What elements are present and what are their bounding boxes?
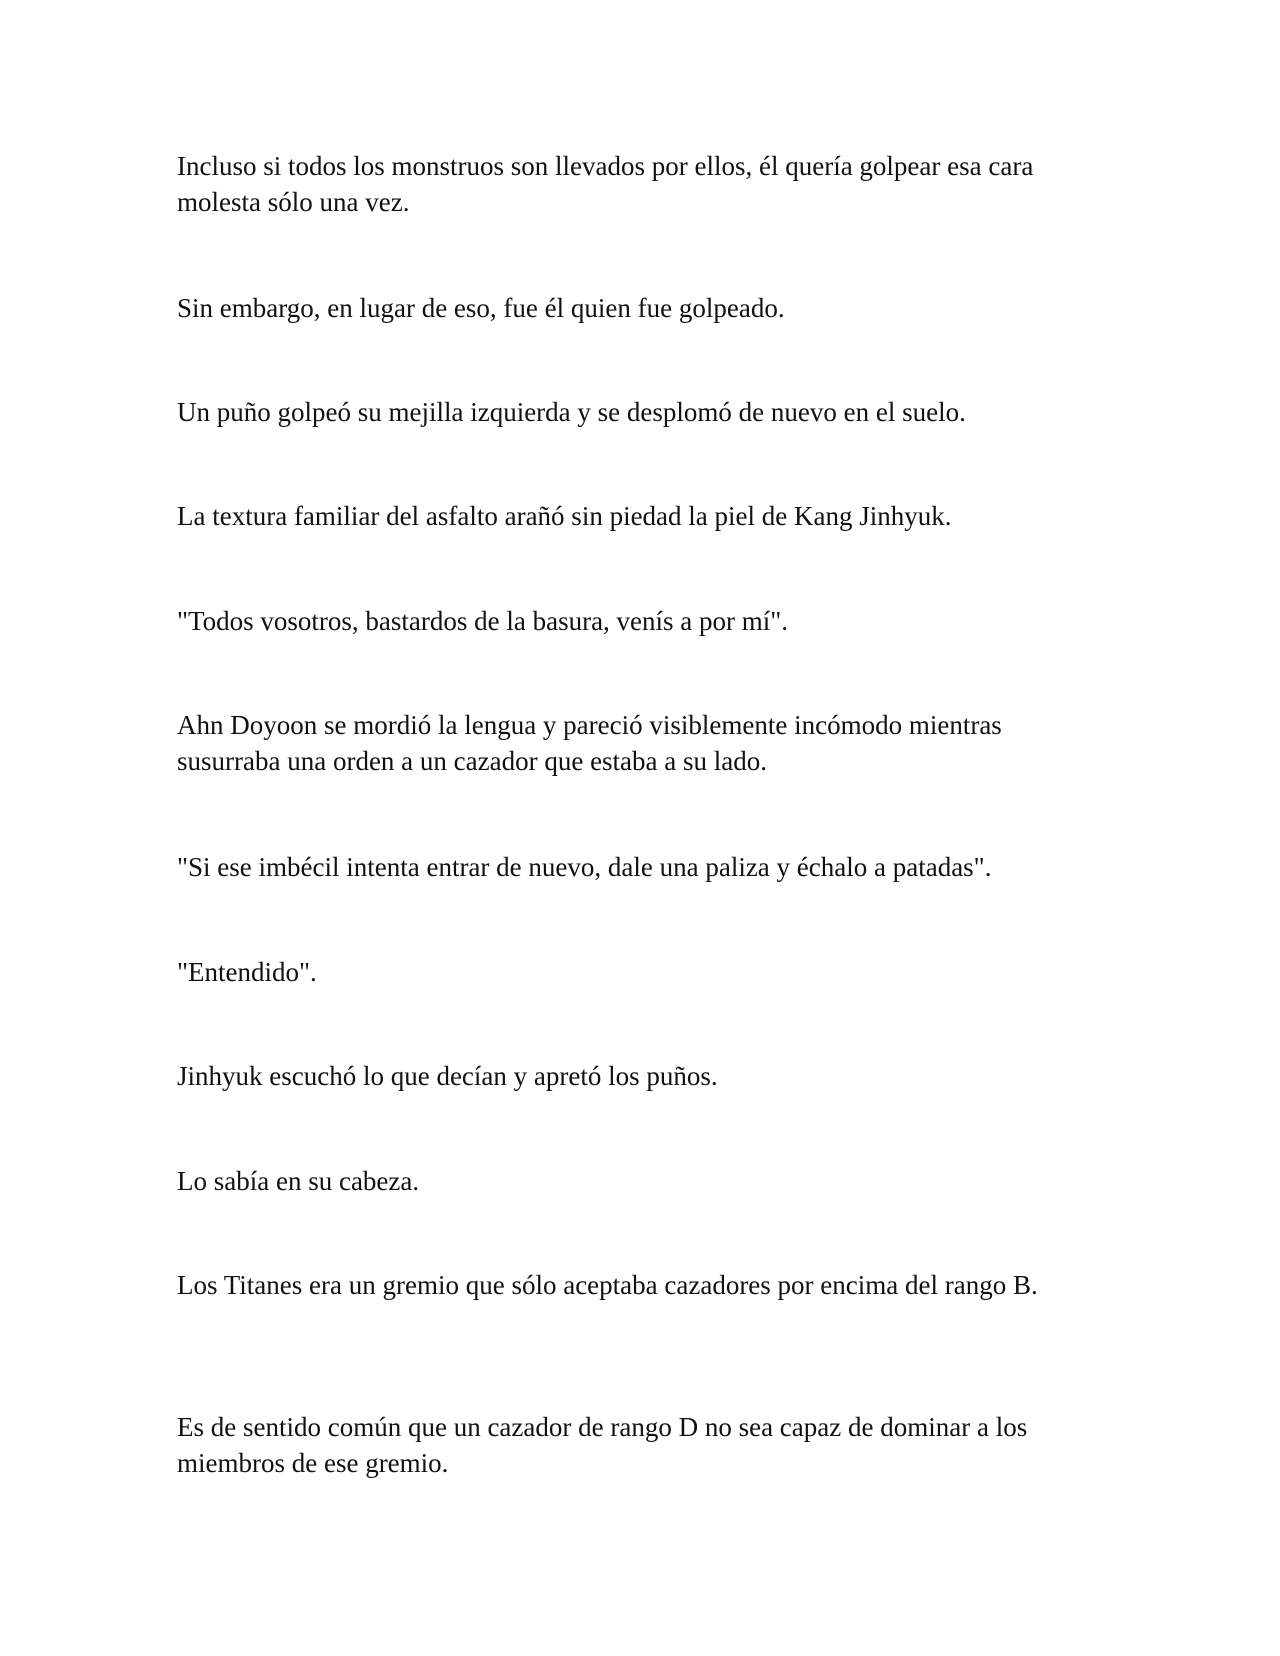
paragraph: Un puño golpeó su mejilla izquierda y se desplomó de nuevo en el suelo. xyxy=(177,397,966,427)
paragraph: La textura familiar del asfalto arañó sin piedad la piel de Kang Jinhyuk. xyxy=(177,501,952,531)
paragraph: "Todos vosotros, bastardos de la basura, venís a por mí". xyxy=(177,606,789,636)
paragraph: Los Titanes era un gremio que sólo aceptaba cazadores por encima del rango B. xyxy=(177,1270,1038,1300)
paragraph: Ahn Doyoon se mordió la lengua y pareció visiblemente incómodo mientras susurraba una orden a un cazador que estaba a su lado. xyxy=(177,710,1002,776)
paragraph: Lo sabía en su cabeza. xyxy=(177,1166,420,1196)
paragraph: Jinhyuk escuchó lo que decían y apretó los puños. xyxy=(177,1061,718,1091)
paragraph: "Si ese imbécil intenta entrar de nuevo, dale una paliza y échalo a patadas". xyxy=(177,852,992,882)
paragraph: Incluso si todos los monstruos son llevados por ellos, él quería golpear esa cara molesta sólo una vez. xyxy=(177,151,1034,217)
paragraph: Sin embargo, en lugar de eso, fue él quien fue golpeado. xyxy=(177,293,785,323)
paragraph: "Entendido". xyxy=(177,957,317,987)
paragraph: Es de sentido común que un cazador de rango D no sea capaz de dominar a los miembros de ese gremio. xyxy=(177,1412,1028,1478)
